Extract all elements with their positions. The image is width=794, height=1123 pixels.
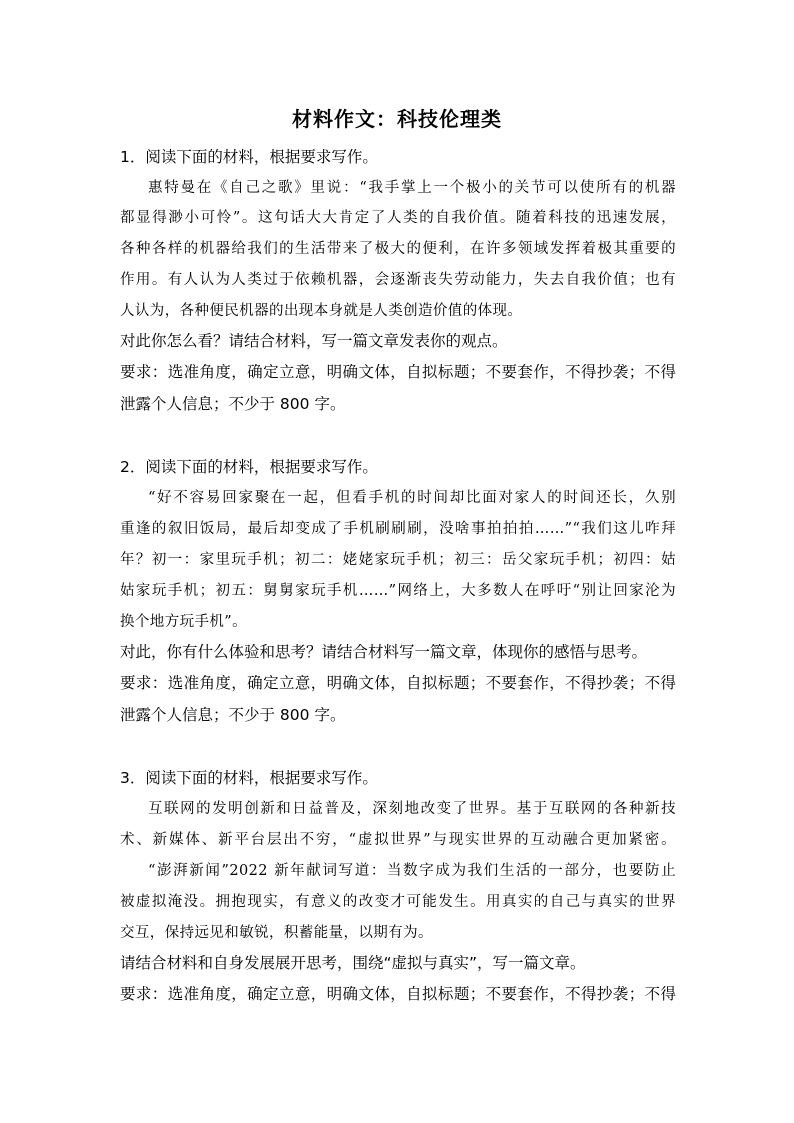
q3-material-line-5: 交互，保持远见和敏锐，积蓄能量，以期有为。 [120, 925, 433, 941]
q2-material-line-3: 年？初一：家里玩手机；初二：姥姥家玩手机；初三：岳父家玩手机；初四：姑 [120, 552, 676, 568]
q3-material-line-3: “澎湃新闻”2022 新年献词写道：当数字成为我们生活的一部分，也要防止 [148, 863, 676, 879]
q2-material-line-1: “好不容易回家聚在一起，但看手机的时间却比面对家人的时间还长，久别 [148, 490, 676, 506]
q1-prompt: 对此你怎么看？请结合材料，写一篇文章发表你的观点。 [120, 332, 508, 350]
q1-material-line-3: 各种各样的机器给我们的生活带来了极大的便利，在许多领域发挥着极其重要的 [120, 241, 676, 257]
q3-material-line-1: 互联网的发明创新和日益普及，深刻地改变了世界。基于互联网的各种新技 [148, 801, 676, 817]
q2-prompt: 对此，你有什么体验和思考？请结合材料写一篇文章，体现你的感悟与思考。 [120, 643, 648, 661]
q1-material-line-5: 人认为，各种便民机器的出现本身就是人类创造价值的体现。 [120, 303, 523, 319]
q1-material-line-4: 作用。有人认为人类过于依赖机器，会逐渐丧失劳动能力，失去自我价值；也有 [120, 272, 676, 288]
q3-material-line-4: 被虚拟淹没。拥抱现实，有意义的改变才可能发生。用真实的自己与真实的世界 [120, 894, 676, 910]
q2-heading: 2．阅读下面的材料，根据要求写作。 [120, 458, 378, 476]
q1-requirement-line-2: 泄露个人信息；不少于 800 字。 [120, 395, 346, 413]
page-title: 材料作文：科技伦理类 [292, 107, 502, 131]
q2-material-line-4: 姑家玩手机；初五：舅舅家玩手机……”网络上，大多数人在呼吁“别让回家沦为 [120, 583, 676, 599]
q3-material-line-2: 术、新媒体、新平台层出不穷，“虚拟世界”与现实世界的互动融合更加紧密。 [120, 832, 676, 848]
q3-prompt: 请结合材料和自身发展展开思考，围绕“虚拟与真实”，写一篇文章。 [120, 954, 586, 972]
q1-material-line-1: 惠特曼在《自己之歌》里说：“我手掌上一个极小的关节可以使所有的机器 [148, 180, 676, 196]
q2-material-line-2: 重逢的叙旧饭局，最后却变成了手机刷刷刷，没啥事拍拍拍……”“我们这儿咋拜 [120, 521, 676, 537]
q1-requirement-line-1: 要求：选准角度，确定立意，明确文体，自拟标题；不要套作，不得抄袭；不得 [120, 363, 676, 381]
q3-heading: 3．阅读下面的材料，根据要求写作。 [120, 769, 378, 787]
q2-requirement-line-1: 要求：选准角度，确定立意，明确文体，自拟标题；不要套作，不得抄袭；不得 [120, 674, 676, 692]
q2-material-line-5: 换个地方玩手机”。 [120, 614, 248, 630]
q1-material-line-2: 都显得渺小可怜”。这句话大大肯定了人类的自我价值。随着科技的迅速发展， [120, 210, 676, 226]
q1-heading: 1．阅读下面的材料，根据要求写作。 [120, 148, 378, 166]
q3-requirement-line-1: 要求：选准角度，确定立意，明确文体，自拟标题；不要套作，不得抄袭；不得 [120, 985, 676, 1003]
q2-requirement-line-2: 泄露个人信息；不少于 800 字。 [120, 706, 346, 724]
